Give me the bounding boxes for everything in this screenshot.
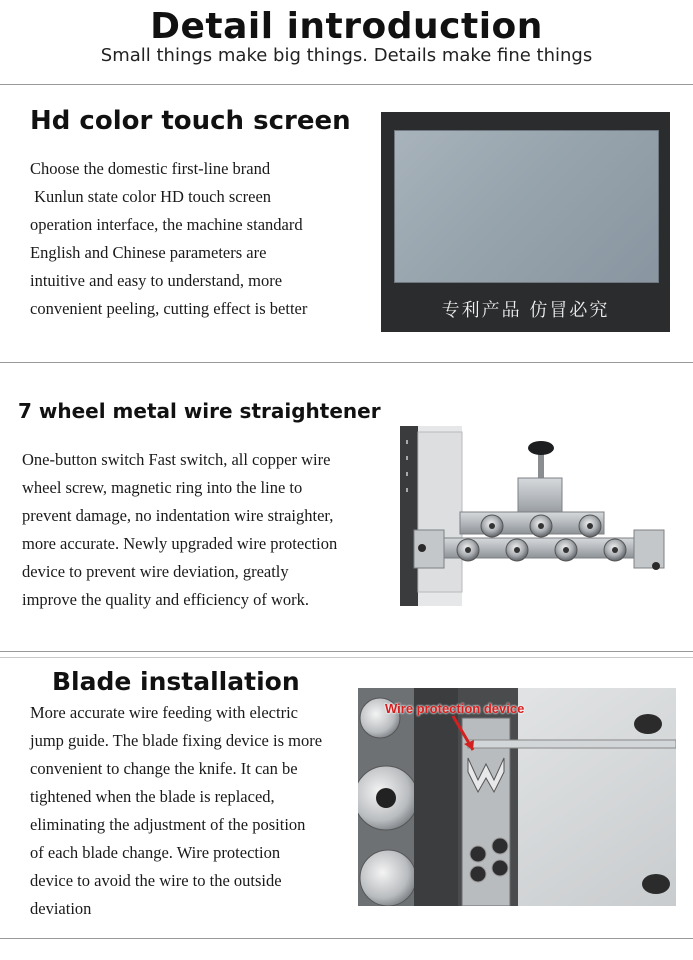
divider	[0, 362, 693, 363]
section-title-straightener: 7 wheel metal wire straightener	[18, 399, 381, 423]
screen-glass	[394, 130, 659, 283]
page-subtitle: Small things make big things. Details make fine things	[100, 45, 593, 66]
section-title-touch-screen: Hd color touch screen	[30, 106, 351, 136]
page-title: Detail introduction	[150, 6, 543, 47]
text-line: improve the quality and efficiency of work.	[22, 590, 309, 609]
text-line: device to prevent wire deviation, greatly	[22, 562, 289, 581]
text-line: One-button switch Fast switch, all copper wire	[22, 450, 331, 469]
text-line: tightened when the blade is replaced,	[30, 787, 275, 806]
section-text-straightener	[22, 446, 337, 614]
straightener-image	[400, 426, 670, 606]
divider	[0, 651, 693, 652]
divider	[0, 657, 693, 658]
text-line: intuitive and easy to understand, more	[30, 271, 283, 290]
text-line: of each blade change. Wire protection	[30, 843, 281, 862]
text-line: Kunlun state color HD touch screen	[30, 187, 272, 206]
image-caption: 专利产品 仿冒必究	[441, 300, 610, 321]
text-line: device to avoid the wire to the outside	[30, 871, 282, 890]
text-line: convenient peeling, cutting effect is better	[30, 299, 308, 318]
text-line: English and Chinese parameters are	[30, 243, 267, 262]
section-text-blade	[30, 699, 322, 923]
callout-label: Wire protection device	[385, 701, 525, 716]
blade-installation-image	[358, 688, 676, 906]
text-line: eliminating the adjustment of the position	[30, 815, 306, 834]
divider	[0, 938, 693, 939]
section-title-blade: Blade installation	[52, 667, 300, 696]
divider	[0, 84, 693, 85]
text-line: Choose the domestic first-line brand	[30, 159, 271, 178]
text-line: convenient to change the knife. It can be	[30, 759, 298, 778]
text-line: prevent damage, no indentation wire straighter,	[22, 506, 334, 525]
text-line: operation interface, the machine standard	[30, 215, 303, 234]
text-line: wheel screw, magnetic ring into the line to	[22, 478, 303, 497]
text-line: deviation	[30, 899, 92, 918]
text-line: jump guide. The blade fixing device is more	[30, 731, 323, 750]
text-line: More accurate wire feeding with electric	[30, 703, 298, 722]
section-text-touch-screen	[30, 155, 307, 323]
text-line: more accurate. Newly upgraded wire protection	[22, 534, 338, 553]
